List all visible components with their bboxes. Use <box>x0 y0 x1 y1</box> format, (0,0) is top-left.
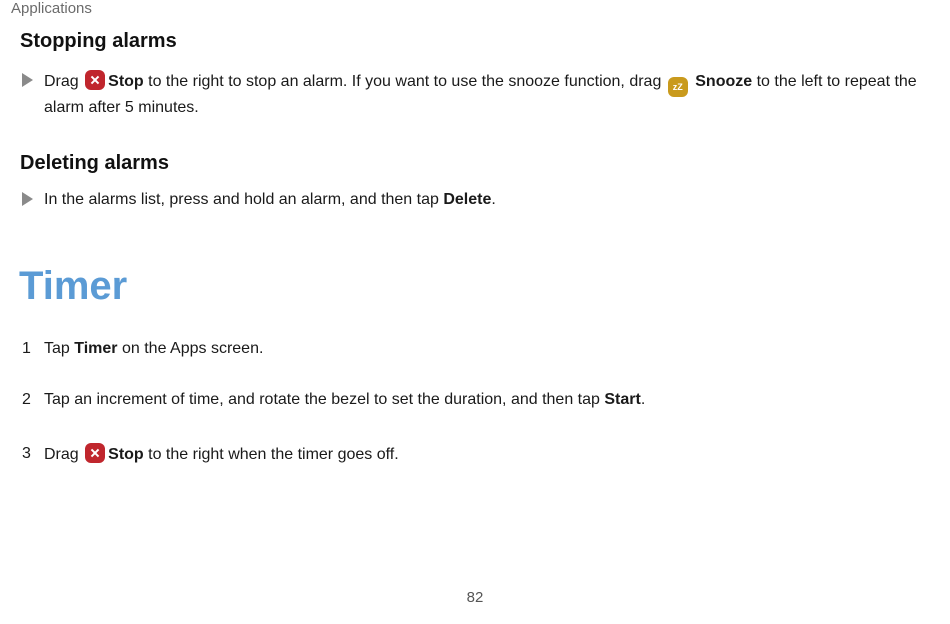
section-title-stopping-alarms: Stopping alarms <box>20 30 177 52</box>
text-run: . <box>640 391 646 408</box>
text-run: . <box>491 191 496 208</box>
start-label: Start <box>604 391 641 408</box>
close-icon <box>85 70 105 90</box>
delete-label: Delete <box>443 191 492 208</box>
deleting-alarms-text <box>44 189 924 210</box>
deleting-alarms-bullet <box>22 189 927 210</box>
stopping-alarms-bullet <box>22 70 927 116</box>
text-run: to the left to repeat the alarm after 5 minutes. <box>44 73 917 116</box>
step-number: 2 <box>22 391 31 408</box>
timer-step <box>22 338 927 359</box>
snooze-label: Snooze <box>695 73 753 90</box>
text-run: Drag <box>44 73 79 90</box>
bullet-arrow-icon <box>22 192 33 206</box>
text-run: on the Apps screen. <box>121 340 264 357</box>
text-run: In the alarms list, press and hold an alarm, and then tap <box>44 191 439 208</box>
chapter-header: Applications <box>11 0 92 17</box>
text-run: to the right to stop an alarm. If you want to use the snooze function, drag <box>148 73 662 90</box>
close-icon <box>85 443 105 463</box>
timer-step <box>22 389 927 410</box>
text-run: Tap an increment of time, and rotate the bezel to set the duration, and then tap <box>44 391 600 408</box>
step-number: 3 <box>22 445 31 462</box>
section-title-deleting-alarms: Deleting alarms <box>20 152 169 174</box>
step-text <box>44 443 924 465</box>
page-number: 82 <box>466 589 484 606</box>
step-text <box>44 338 924 359</box>
bullet-arrow-icon <box>22 73 33 87</box>
step-number: 1 <box>22 340 31 357</box>
stop-label: Stop <box>108 446 144 463</box>
snooze-icon: zZ <box>668 77 688 97</box>
timer-step <box>22 443 927 464</box>
timer-label: Timer <box>74 340 118 357</box>
text-run: Tap <box>44 340 70 357</box>
text-run: to the right when the timer goes off. <box>148 446 399 463</box>
stopping-alarms-text <box>44 70 924 118</box>
stop-label: Stop <box>108 73 144 90</box>
step-text <box>44 389 924 410</box>
timer-title: Timer <box>19 264 128 308</box>
text-run: Drag <box>44 446 79 463</box>
